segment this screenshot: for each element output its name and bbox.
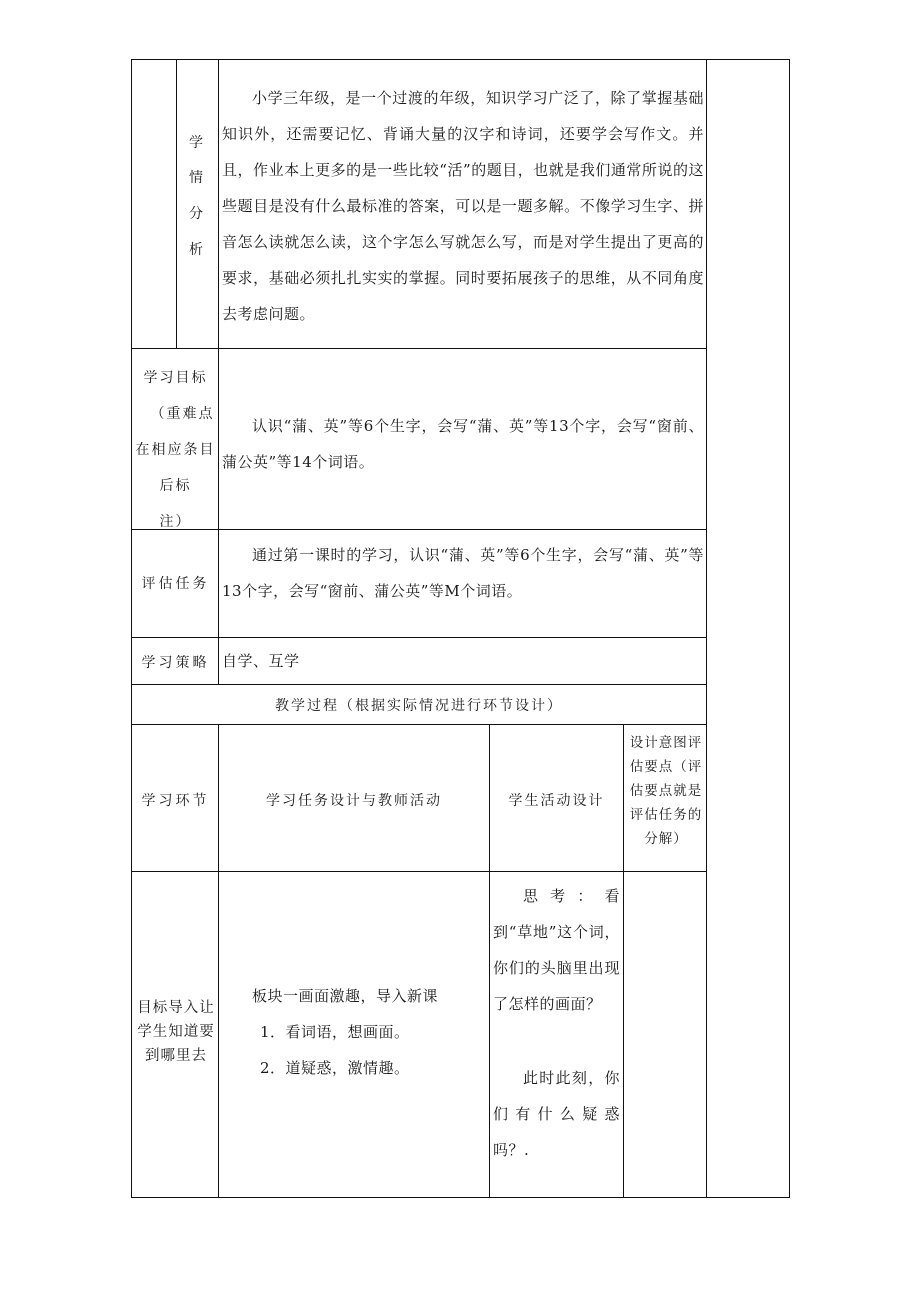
- goal-label-line: 在相应条目: [135, 442, 216, 458]
- col-divider: [176, 59, 177, 348]
- header-stage: 学习环节: [141, 793, 210, 809]
- header-intent: 设计意图评估要点（评估要点就是评估任务的分解）: [629, 735, 703, 847]
- goal-label-line: 后标: [159, 478, 192, 494]
- row-divider: [131, 684, 707, 685]
- strategy-label: 学习策略: [141, 655, 210, 671]
- row1-student-q2: 此时此刻，你们有什么疑惑吗？.: [493, 1069, 620, 1159]
- table-border-left: [131, 59, 132, 1198]
- header-teacher: 学习任务设计与教师活动: [266, 793, 442, 809]
- xueqing-label-char: 情: [189, 170, 203, 186]
- row1-student-cell: [493, 878, 620, 1168]
- row1-stage: 目标导入让学生知道要到哪里去: [137, 1000, 215, 1064]
- strategy-text: 自学、互学: [222, 652, 300, 670]
- xueqing-label-char: 析: [189, 242, 203, 258]
- goal-label-line: （重难点: [150, 406, 215, 422]
- row1-teacher-title: 板块一画面激趣，导入新课: [252, 987, 439, 1005]
- col-divider: [706, 59, 707, 1198]
- xueqing-text: 小学三年级，是一个过渡的年级，知识学习广泛了，除了掌握基础知识外，还需要记忆、背诵大量的汉字和诗词，还要学会写作文。并且，作业本上更多的是一些比较“活”的题目，也就是我们通常所说的这些题目是没有什么最标准的答案，可以是一题多解。不像学习生字、拼音怎么读就怎么读，这个字怎么写就怎么写，而是对学生提出了更高的要求，基础必须扎扎实实的掌握。同时要拓展孩子的思维，从不同角度去考虑问题。: [222, 89, 704, 323]
- col-divider: [623, 724, 624, 1197]
- goal-text: 认识“蒲、英”等6个生字，会写“蒲、英”等13个字，会写“窗前、蒲公英”等14个词语。: [222, 417, 704, 471]
- row1-teacher-cell: [222, 978, 484, 1086]
- row1-teacher-item: 1．看词语，想画面。: [260, 1023, 410, 1041]
- table-border-right: [789, 59, 790, 1198]
- goal-label-line: 注）: [159, 514, 192, 530]
- table-border-bottom: [131, 1197, 790, 1198]
- process-title: 教学过程（根据实际情况进行环节设计）: [275, 698, 563, 714]
- assess-label: 评估任务: [141, 576, 210, 592]
- xueqing-label-char: 学: [189, 135, 203, 151]
- header-student: 学生活动设计: [508, 793, 605, 809]
- col-divider: [218, 59, 219, 684]
- goal-label: [133, 360, 218, 540]
- table-border-top: [131, 59, 790, 60]
- row1-student-q1: 思考：看到“草地”这个词，你们的头脑里出现了怎样的画面？: [493, 887, 620, 1013]
- xueqing-label-char: 分: [189, 206, 203, 222]
- row1-teacher-item: 2．道疑惑，激情趣。: [260, 1059, 410, 1077]
- assess-text: 通过第一课时的学习，认识“蒲、英”等6个生字，会写“蒲、英”等13个字，会写“窗前、蒲公英”等M个词语。: [222, 546, 704, 600]
- goal-label-line: 学习目标: [143, 370, 208, 386]
